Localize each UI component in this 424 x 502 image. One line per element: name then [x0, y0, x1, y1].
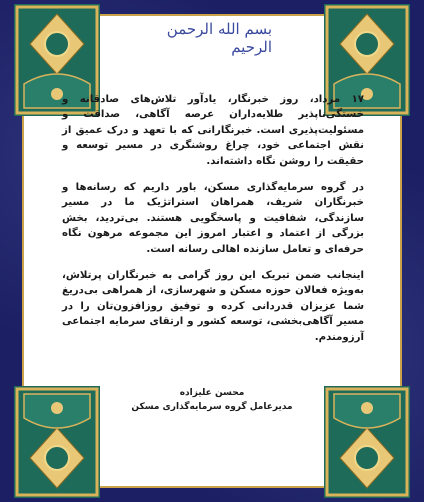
- signature-block: [120, 386, 304, 414]
- paragraph: در گروه سرمایه‌گذاری مسکن، باور داریم که رسانه‌ها و خبرنگاران شریف، همراهان استراتژیک ما در مسیر سازندگی، شفافیت و پاسخگویی هستند. بی‌تردید، بخش بزرگی از اعتماد و اعتبار امروز این مجموعه مرهون نگاه حرفه‌ای و تعامل سازنده اهالی رسانه است.: [62, 182, 364, 255]
- ornament-corner-icon: [324, 386, 410, 498]
- paragraph: اینجانب ضمن تبریک این روز گرامی به خبرنگاران پرتلاش، به‌ویژه فعالان حوزه مسکن و شهرسازی، از همراهی بی‌دریغ شما عزیزان قدردانی کرده و توفیق روزافزون‌تان را در مسیر آگاهی‌بخشی، توسعه کشور و ارتقای سرمایه اجتماعی آرزومندم.: [62, 270, 364, 343]
- paragraph: ۱۷ مرداد، روز خبرنگار، یادآور تلاش‌های صادقانه و خستگی‌ناپذیر طلایه‌داران عرصه آگاهی، صداقت و مسئولیت‌پذیری است. خبرنگارانی که با تعهد و درک عمیق از نقش اجتماعی خود، چراغ روشنگری در مسیر توسعه و حقیقت را روشن نگاه داشته‌اند.: [62, 94, 364, 167]
- bismillah-calligraphy: [152, 16, 272, 60]
- bismillah-text: بسم الله الرحمن الرحیم: [166, 20, 272, 56]
- letter-body: [62, 92, 364, 356]
- ornament-corner-icon: [14, 386, 100, 498]
- signatory-name: محسن علیزاده: [179, 388, 245, 398]
- signatory-title: مدیرعامل گروه سرمایه‌گذاری مسکن: [131, 402, 293, 412]
